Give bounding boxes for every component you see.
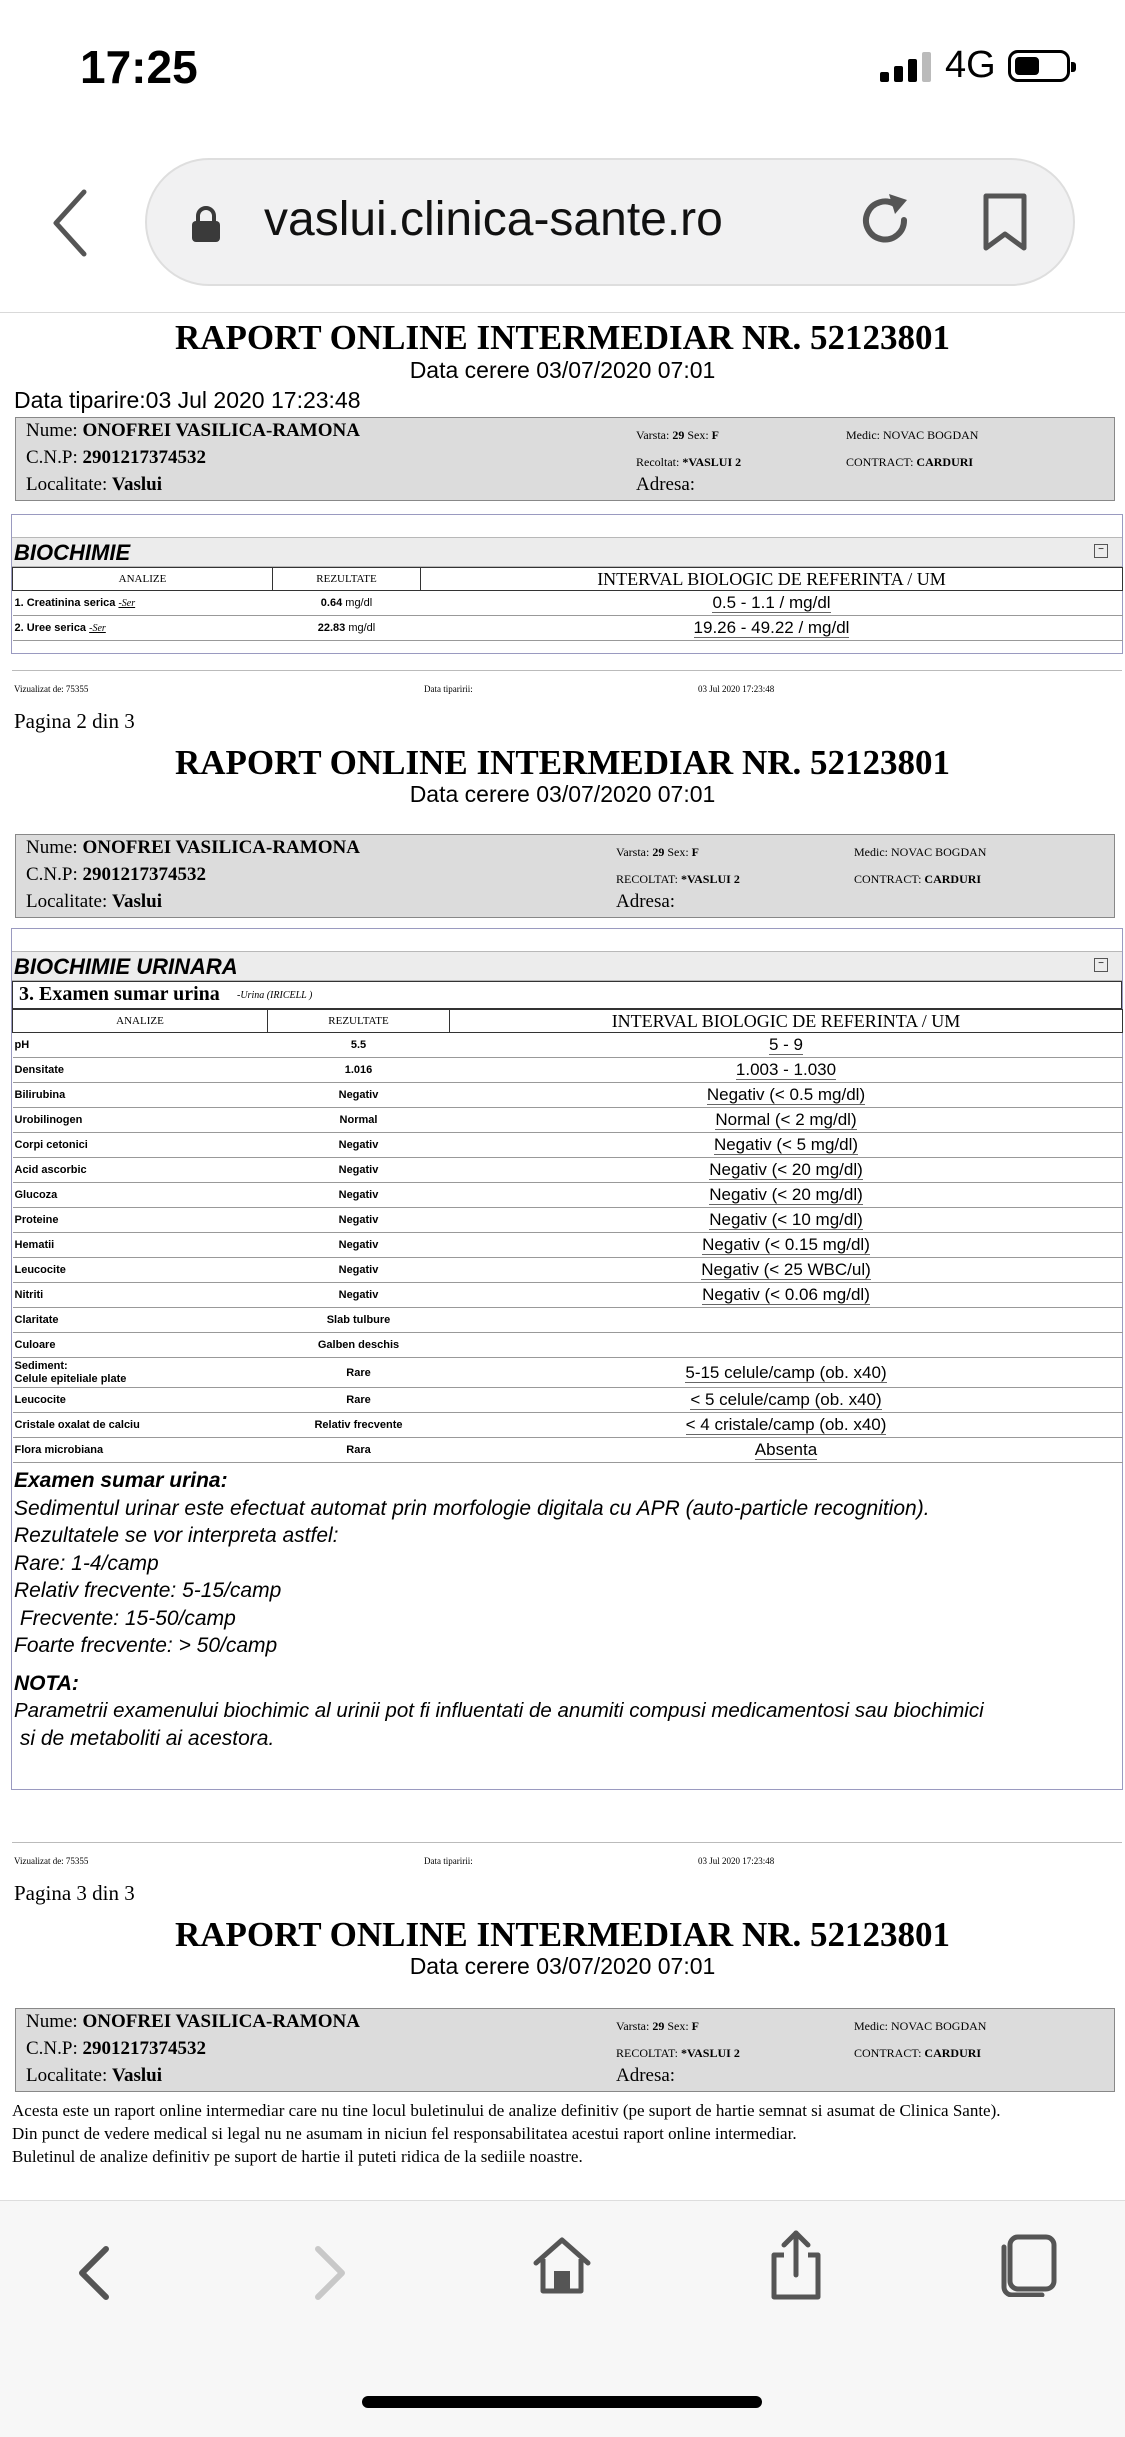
table-row: Densitate 1.016 1.003 - 1.030 xyxy=(13,1058,1123,1083)
table-row: 2. Uree serica -Ser 22.83 mg/dl 19.26 - 49.22 / mg/dl xyxy=(13,616,1123,641)
exam-header: 3. Examen sumar urina -Urina (IRICELL ) xyxy=(12,981,1122,1009)
table-row: Leucocite Negativ Negativ (< 25 WBC/ul) xyxy=(13,1258,1123,1283)
section-title: BIOCHIMIE xyxy=(14,540,131,565)
share-icon[interactable] xyxy=(766,2229,826,2301)
table-row: Flora microbiana Rara Absenta xyxy=(13,1438,1123,1463)
exam-notes: Examen sumar urina: Sedimentul urinar este efectuat automat prin morfologie digitala cu APR (auto-particle recognition). Rezultatele se vor interpreta astfel: Rare: 1-4/camp Relativ frecvente: 5-15/camp Frecvente: 15-50/camp Foarte frecvente: > 50/camp NOTA: Parametrii examenului biochimic al urinii pot fi influentati de anumiti compusi medicamentosi sau biochimici si de metaboliti ai acestora. xyxy=(14,1469,984,1750)
page-number: Pagina 2 din 3 xyxy=(14,709,135,733)
table-row: Leucocite Rare < 5 celule/camp (ob. x40) xyxy=(13,1388,1123,1413)
status-bar xyxy=(0,0,1125,140)
table-row: pH 5.5 5 - 9 xyxy=(13,1033,1123,1058)
patient-name: ONOFREI VASILICA-RAMONA xyxy=(82,837,360,858)
battery-icon xyxy=(1008,50,1070,82)
disclaimer: Acesta este un raport online intermediar care nu tine locul buletinului de analize definitiv (pe suport de hartie semnat si asumat de Clinica Sante). Din punct de vedere medical si legal nu ne asumam in niciun fel responsabilitatea acestui raport online intermediar. Buletinul de analize definitiv pe suport de hartie il puteti ridica de la sediile noastre. xyxy=(12,2101,1001,2166)
report-title: RAPORT ONLINE INTERMEDIAR NR. 52123801 xyxy=(175,318,950,357)
divider xyxy=(12,670,1122,671)
patient-info-box: Nume: ONOFREI VASILICA-RAMONA C.N.P: 2901217374532 Localitate: Vaslui Varsta: 29 Sex: F RECOLTAT: *VASLUI 2 Adresa: Medic: NOVAC BOGDAN CONTRACT: CARDURI xyxy=(15,2008,1115,2092)
table-row: Claritate Slab tulbure xyxy=(13,1308,1123,1333)
table-row: Proteine Negativ Negativ (< 10 mg/dl) xyxy=(13,1208,1123,1233)
collapse-icon[interactable]: − xyxy=(1094,544,1108,558)
print-date: Data tiparire:03 Jul 2020 17:23:48 xyxy=(14,387,361,413)
tabs-icon[interactable] xyxy=(996,2233,1060,2297)
report-title: RAPORT ONLINE INTERMEDIAR NR. 52123801 xyxy=(175,1915,950,1954)
patient-cnp: 2901217374532 xyxy=(82,864,206,885)
bookmark-icon[interactable] xyxy=(980,192,1030,252)
signal-icon xyxy=(880,52,936,82)
table-row: Corpi cetonici Negativ Negativ (< 5 mg/dl) xyxy=(13,1133,1123,1158)
patient-info-box: Nume: ONOFREI VASILICA-RAMONA C.N.P: 2901217374532 Localitate: Vaslui Varsta: 29 Sex: F Recoltat: *VASLUI 2 Adresa: Medic: NOVAC BOGDAN CONTRACT: CARDURI xyxy=(15,417,1115,501)
back-chevron-icon[interactable] xyxy=(48,188,98,258)
section-title: BIOCHIMIE URINARA xyxy=(14,954,238,979)
patient-cnp: 2901217374532 xyxy=(82,447,206,468)
request-date: Data cerere 03/07/2020 07:01 xyxy=(409,357,716,383)
results-table xyxy=(12,1009,1123,1463)
lock-icon xyxy=(190,205,222,243)
request-date: Data cerere 03/07/2020 07:01 xyxy=(409,781,716,807)
network-type: 4G xyxy=(945,44,996,86)
table-row: Nitriti Negativ Negativ (< 0.06 mg/dl) xyxy=(13,1283,1123,1308)
table-header: ANALIZE REZULTATE INTERVAL BIOLOGIC DE REFERINTA / UM xyxy=(13,1010,1123,1033)
table-row: Urobilinogen Normal Normal (< 2 mg/dl) xyxy=(13,1108,1123,1133)
report-title: RAPORT ONLINE INTERMEDIAR NR. 52123801 xyxy=(175,743,950,782)
divider xyxy=(0,312,1125,313)
table-row: Sediment: Celule epiteliale plate Rare 5-15 celule/camp (ob. x40) xyxy=(13,1358,1123,1388)
table-row: Culoare Galben deschis xyxy=(13,1333,1123,1358)
url-text[interactable]: vaslui.clinica-sante.ro xyxy=(264,193,723,246)
table-row: Cristale oxalat de calciu Relativ frecvente < 4 cristale/camp (ob. x40) xyxy=(13,1413,1123,1438)
patient-cnp: 2901217374532 xyxy=(82,2038,206,2059)
reload-icon[interactable] xyxy=(855,190,915,250)
patient-locality: Vaslui xyxy=(111,474,162,495)
status-time: 17:25 xyxy=(80,41,198,93)
patient-locality: Vaslui xyxy=(111,891,162,912)
biochimie-section xyxy=(11,514,1123,654)
patient-name: ONOFREI VASILICA-RAMONA xyxy=(82,420,360,441)
table-header: ANALIZE REZULTATE INTERVAL BIOLOGIC DE REFERINTA / UM xyxy=(13,568,1123,591)
patient-info-box: Nume: ONOFREI VASILICA-RAMONA C.N.P: 2901217374532 Localitate: Vaslui Varsta: 29 Sex: F RECOLTAT: *VASLUI 2 Adresa: Medic: NOVAC BOGDAN CONTRACT: CARDURI xyxy=(15,834,1115,918)
table-row: Hematii Negativ Negativ (< 0.15 mg/dl) xyxy=(13,1233,1123,1258)
patient-locality: Vaslui xyxy=(111,2065,162,2086)
request-date: Data cerere 03/07/2020 07:01 xyxy=(409,1953,716,1979)
table-row: Bilirubina Negativ Negativ (< 0.5 mg/dl) xyxy=(13,1083,1123,1108)
collapse-icon[interactable]: − xyxy=(1094,958,1108,972)
divider xyxy=(12,1842,1122,1843)
section-header xyxy=(12,951,1122,981)
forward-icon[interactable] xyxy=(308,2243,352,2303)
section-header xyxy=(12,537,1122,567)
page-number: Pagina 3 din 3 xyxy=(14,1881,135,1905)
back-icon[interactable] xyxy=(72,2243,116,2303)
patient-name: ONOFREI VASILICA-RAMONA xyxy=(82,2011,360,2032)
biochimie-urinara-section xyxy=(11,928,1123,1790)
results-table xyxy=(12,567,1123,641)
table-row: Acid ascorbic Negativ Negativ (< 20 mg/dl) xyxy=(13,1158,1123,1183)
table-row: Glucoza Negativ Negativ (< 20 mg/dl) xyxy=(13,1183,1123,1208)
home-indicator[interactable] xyxy=(362,2396,762,2408)
table-row: 1. Creatinina serica -Ser 0.64 mg/dl 0.5 - 1.1 / mg/dl xyxy=(13,591,1123,616)
home-icon[interactable] xyxy=(532,2235,592,2295)
